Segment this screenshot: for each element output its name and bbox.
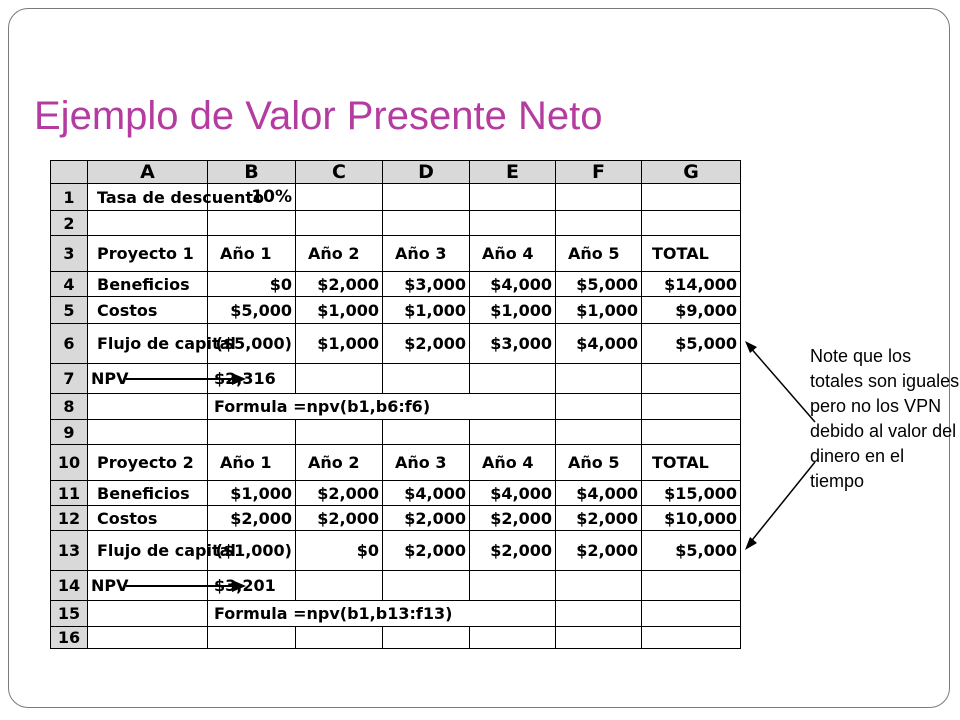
project1-year-2: Año 2 <box>296 236 383 272</box>
project1-year-1: Año 1 <box>208 236 296 272</box>
project2-costs-y5: $2,000 <box>556 506 642 531</box>
cell <box>383 420 470 445</box>
project1-cashflow-y2: $1,000 <box>296 324 383 364</box>
arrowhead-up-icon <box>745 341 757 353</box>
row-12 <box>51 506 741 531</box>
cell <box>88 420 208 445</box>
cell <box>383 364 470 394</box>
column-header-row <box>51 161 741 184</box>
row-10 <box>51 445 741 481</box>
spreadsheet <box>50 160 740 648</box>
project1-cashflow-total: $5,000 <box>642 324 741 364</box>
row-number: 10 <box>51 445 88 481</box>
row-number: 12 <box>51 506 88 531</box>
project2-formula: Formula =npv(b1,b13:f13) <box>208 601 556 627</box>
project1-npv-value: $2,316 <box>208 364 296 394</box>
column-header-g: G <box>642 161 741 184</box>
row-1 <box>51 184 741 211</box>
cell <box>470 364 556 394</box>
project2-cashflow-y4: $2,000 <box>470 531 556 571</box>
project2-year-5: Año 5 <box>556 445 642 481</box>
cell <box>556 571 642 601</box>
row-9 <box>51 420 741 445</box>
cell <box>296 627 383 649</box>
project1-costs-total: $9,000 <box>642 297 741 324</box>
project1-cashflow-y3: $2,000 <box>383 324 470 364</box>
row-8 <box>51 394 741 420</box>
sheet-corner <box>51 161 88 184</box>
cell <box>642 601 741 627</box>
project2-costs-y1: $2,000 <box>208 506 296 531</box>
note-callout: Note que los totales son iguales pero no los VPN debido al valor del dinero en el tiempo <box>810 346 960 491</box>
project2-name: Proyecto 2 <box>88 445 208 481</box>
project1-benefits-total: $14,000 <box>642 272 741 297</box>
row-15 <box>51 601 741 627</box>
cell <box>470 211 556 236</box>
project1-cashflow-label: Flujo de capital <box>88 324 208 364</box>
project2-npv-label-text: NPV <box>91 576 129 595</box>
cell <box>556 601 642 627</box>
callout-arrow-up <box>749 346 815 422</box>
row-number: 11 <box>51 481 88 506</box>
project1-benefits-y5: $5,000 <box>556 272 642 297</box>
project1-costs-label: Costos <box>88 297 208 324</box>
row-number: 14 <box>51 571 88 601</box>
project1-costs-y4: $1,000 <box>470 297 556 324</box>
cell <box>208 627 296 649</box>
project2-cashflow-y1: ($1,000) <box>208 531 296 571</box>
project1-total-header: TOTAL <box>642 236 741 272</box>
cell <box>556 364 642 394</box>
project1-npv-label <box>88 364 208 394</box>
project2-year-3: Año 3 <box>383 445 470 481</box>
cell <box>642 571 741 601</box>
cell <box>383 627 470 649</box>
project2-costs-label: Costos <box>88 506 208 531</box>
row-number: 4 <box>51 272 88 297</box>
project2-benefits-y3: $4,000 <box>383 481 470 506</box>
project2-cashflow-label: Flujo de capital <box>88 531 208 571</box>
cell <box>383 211 470 236</box>
cell <box>296 571 383 601</box>
row-number: 6 <box>51 324 88 364</box>
project1-costs-y3: $1,000 <box>383 297 470 324</box>
project2-costs-total: $10,000 <box>642 506 741 531</box>
column-header-e: E <box>470 161 556 184</box>
cell <box>208 420 296 445</box>
cell <box>296 420 383 445</box>
cell <box>383 571 470 601</box>
discount-rate-label: Tasa de descuento <box>88 184 208 211</box>
cell <box>88 627 208 649</box>
row-2 <box>51 211 741 236</box>
project1-benefits-y4: $4,000 <box>470 272 556 297</box>
project1-formula: Formula =npv(b1,b6:f6) <box>208 394 556 420</box>
project2-cashflow-y3: $2,000 <box>383 531 470 571</box>
cell <box>556 420 642 445</box>
cell <box>470 627 556 649</box>
cell <box>296 364 383 394</box>
project1-costs-y2: $1,000 <box>296 297 383 324</box>
cell <box>208 211 296 236</box>
row-number: 13 <box>51 531 88 571</box>
cell <box>642 627 741 649</box>
project2-year-2: Año 2 <box>296 445 383 481</box>
project2-benefits-y1: $1,000 <box>208 481 296 506</box>
project1-year-3: Año 3 <box>383 236 470 272</box>
row-number: 7 <box>51 364 88 394</box>
row-number: 5 <box>51 297 88 324</box>
project2-benefits-y2: $2,000 <box>296 481 383 506</box>
row-4 <box>51 272 741 297</box>
row-number: 1 <box>51 184 88 211</box>
slide-title: Ejemplo de Valor Presente Neto <box>34 94 603 138</box>
row-7 <box>51 364 741 394</box>
project2-benefits-total: $15,000 <box>642 481 741 506</box>
column-header-a: A <box>88 161 208 184</box>
project2-total-header: TOTAL <box>642 445 741 481</box>
row-number: 8 <box>51 394 88 420</box>
cell <box>296 184 383 211</box>
project2-npv-label <box>88 571 208 601</box>
cell <box>383 184 470 211</box>
cell <box>642 184 741 211</box>
project1-year-5: Año 5 <box>556 236 642 272</box>
cell <box>556 184 642 211</box>
cell <box>556 211 642 236</box>
project2-year-4: Año 4 <box>470 445 556 481</box>
project2-costs-y3: $2,000 <box>383 506 470 531</box>
row-14 <box>51 571 741 601</box>
project2-cashflow-y5: $2,000 <box>556 531 642 571</box>
discount-rate-value: 10% <box>208 184 296 211</box>
cell <box>470 184 556 211</box>
project1-npv-label-text: NPV <box>91 369 129 388</box>
row-13 <box>51 531 741 571</box>
row-number: 3 <box>51 236 88 272</box>
column-header-d: D <box>383 161 470 184</box>
project2-benefits-y4: $4,000 <box>470 481 556 506</box>
project2-costs-y4: $2,000 <box>470 506 556 531</box>
arrowhead-down-icon <box>745 537 757 550</box>
project2-npv-value: $3,201 <box>208 571 296 601</box>
row-6 <box>51 324 741 364</box>
row-5 <box>51 297 741 324</box>
row-number: 16 <box>51 627 88 649</box>
row-number: 2 <box>51 211 88 236</box>
project1-cashflow-y4: $3,000 <box>470 324 556 364</box>
project1-benefits-y1: $0 <box>208 272 296 297</box>
column-header-c: C <box>296 161 383 184</box>
project2-cashflow-total: $5,000 <box>642 531 741 571</box>
cell <box>556 627 642 649</box>
project1-costs-y5: $1,000 <box>556 297 642 324</box>
cell <box>642 420 741 445</box>
cell <box>642 394 741 420</box>
cell <box>470 571 556 601</box>
row-11 <box>51 481 741 506</box>
cell <box>556 394 642 420</box>
cell <box>470 420 556 445</box>
project1-benefits-label: Beneficios <box>88 272 208 297</box>
project2-costs-y2: $2,000 <box>296 506 383 531</box>
column-header-f: F <box>556 161 642 184</box>
row-3 <box>51 236 741 272</box>
project1-cashflow-y1: ($5,000) <box>208 324 296 364</box>
cell <box>88 394 208 420</box>
cell <box>88 211 208 236</box>
project1-benefits-y2: $2,000 <box>296 272 383 297</box>
project1-benefits-y3: $3,000 <box>383 272 470 297</box>
cell <box>88 601 208 627</box>
project2-benefits-y5: $4,000 <box>556 481 642 506</box>
project1-year-4: Año 4 <box>470 236 556 272</box>
row-number: 15 <box>51 601 88 627</box>
project1-cashflow-y5: $4,000 <box>556 324 642 364</box>
column-header-b: B <box>208 161 296 184</box>
project2-cashflow-y2: $0 <box>296 531 383 571</box>
row-number: 9 <box>51 420 88 445</box>
spreadsheet-grid <box>50 160 741 649</box>
callout-arrow-down <box>749 462 815 544</box>
project2-year-1: Año 1 <box>208 445 296 481</box>
cell <box>296 211 383 236</box>
project2-benefits-label: Beneficios <box>88 481 208 506</box>
cell <box>642 211 741 236</box>
project1-name: Proyecto 1 <box>88 236 208 272</box>
project1-costs-y1: $5,000 <box>208 297 296 324</box>
cell <box>642 364 741 394</box>
row-16 <box>51 627 741 649</box>
